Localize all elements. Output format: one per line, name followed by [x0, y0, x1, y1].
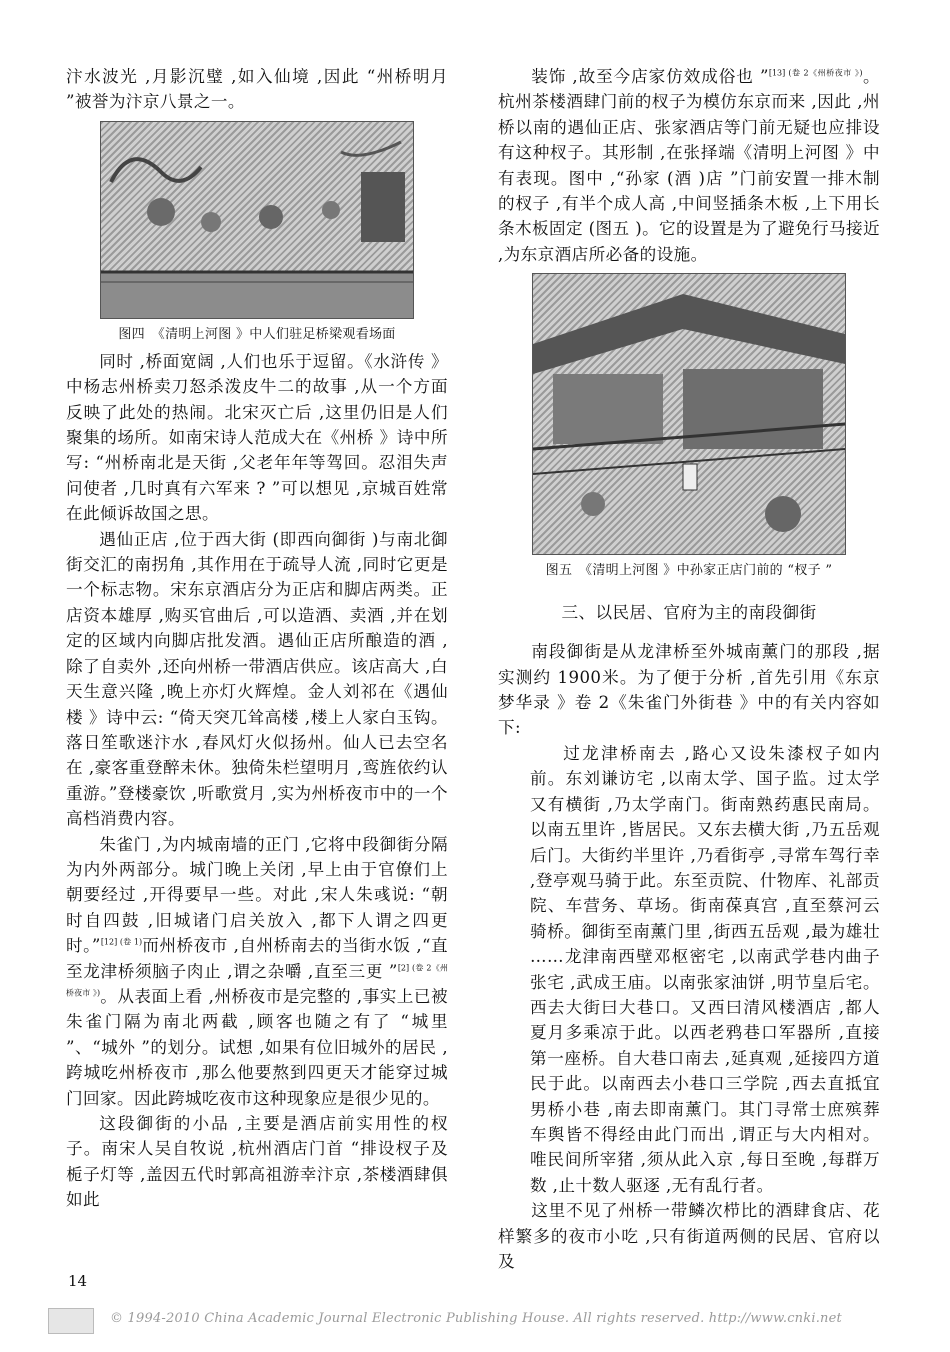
left-paragraph-4	[66, 832, 448, 1111]
section-heading: 三、以民居、官府为主的南段御街	[561, 603, 817, 623]
quotation-text: 过龙津桥南去 ,路心又设朱漆杈子如内前。东刘谦访宅 ,以南太学、国子监。过太学又有横街 ,乃太学南门。街南熟药惠民南局。以南五里许 ,皆居民。又东去横大街 ,乃五岳观后门。大街约半里许 ,乃看街亭 ,寻常车驾行幸 ,登亭观马骑于此。东至贡院、什物库、礼部贡院、车营务、草场。街南葆真宫 ,直至蔡河云骑桥。御街至南薰门里 ,街西五岳观 ,最为雄壮 ……龙津南西壁邓枢密宅 ,以南武学巷内曲子张宅 ,武成王庙。以南张家油饼 ,明节皇后宅。西去大街曰大巷口。又西曰清风楼酒店 ,都人夏月多乘凉于此。以西老鸦巷口军器所 ,直接第一座桥。自大巷口南去 ,延真观 ,延接四方道民于此。以南西去小巷口三学院 ,西去直抵宜男桥小巷 ,南去即南薰门。其门寻常士庶殡葬车舆皆不得经由此门而出 ,谓正与大内相对。唯民间所宰猪 ,须从此入京 ,每日至晚 ,每群万数 ,止十数人驱逐 ,无有乱行者。	[530, 743, 880, 1195]
figure-4-image	[100, 121, 414, 319]
figure-5-image	[532, 273, 846, 555]
paragraph-4-part-3: 。从表面上看 ,州桥夜市是完整的 ,事实上已被朱雀门隔为南北两截 ,顾客也随之有了 “城里 ”、“城外 ”的划分。试想 ,如果有位旧城外的居民 ,跨城吃州桥夜市 ,那么他要熬到四更天才能穿过城门回家。因此跨城吃夜市这种现象应是很少见的。	[66, 986, 448, 1108]
right-paragraph-3: 这里不见了州桥一带鳞次栉比的酒肆食店、花样繁多的夜市小吃 ,只有街道两侧的民居、官府以及	[498, 1201, 880, 1271]
figure-4-caption: 图四 《清明上河图 》中人们驻足桥梁观看场面	[118, 326, 396, 342]
cnki-logo-icon	[48, 1308, 94, 1334]
paragraph-4-part-2: 而州桥夜市 ,自州桥南去的当街水饭 ,“直至龙津桥须脑子肉止 ,谓之杂嚼 ,直至三更 ”	[66, 936, 449, 981]
figure-5-caption: 图五 《清明上河图 》中孙家正店门前的 “杈子 ”	[545, 563, 833, 579]
right-paragraph-2: 南段御街是从龙津桥至外城南薰门的那段 ,据实测约 1900米。为了便于分析 ,首先引用《东京梦华录 》卷 2《朱雀门外街巷 》中的有关内容如下:	[498, 642, 880, 738]
quotation-block	[530, 741, 880, 1198]
citation-12: [12] (卷 1)	[100, 937, 143, 947]
citation-2: [2] (卷 2《州桥夜市 》)	[66, 963, 448, 998]
page-number: 14	[68, 1272, 88, 1290]
left-paragraph-2: 同时 ,桥面宽阔 ,人们也乐于逗留。《水浒传 》中杨志州桥卖刀怒杀泼皮牛二的故事 ,从一个方面反映了此处的热闹。北宋灭亡后 ,这里仍旧是人们聚集的场所。如南宋诗人范成大在《州桥 》诗中所写: “州桥南北是天街 ,父老年年等驾回。忍泪失声问使者 ,几时真有六军来 ? ”可以想见 ,京城百姓常在此倾诉故国之思。	[66, 351, 448, 524]
right-paragraph-1	[498, 64, 880, 267]
left-column	[66, 64, 448, 1213]
right-paragraph-1-part-2: 。杭州茶楼酒肆门前的杈子为模仿东京而来 ,因此 ,州桥以南的遇仙正店、张家酒店等门前无疑也应排设有这种杈子。其形制 ,在张择端《清明上河图 》中有表现。图中 ,“孙家 (酒 )店 ”门前安置一排木制的杈子 ,有半个成人高 ,中间竖插条木板 ,上下用长条木板固定 (图五 )。它的设置是为了避免行马接近 ,为东京酒店所必备的设施。	[498, 67, 880, 264]
paragraph-4-part-1: 朱雀门 ,为内城南墙的正门 ,它将中段御街分隔为内外两部分。城门晚上关闭 ,早上由于官僚们上朝要经过 ,开得要早一些。对此 ,宋人朱彧说: “朝时自四鼓 ,旧城诸门启关放入 ,都下人谓之四更时。”	[66, 834, 448, 956]
footer	[48, 1306, 908, 1334]
left-paragraph-3: 遇仙正店 ,位于西大街 (即西向御街 )与南北御街交汇的南拐角 ,其作用在于疏导人流 ,同时它更是一个标志物。宋东京酒店分为正店和脚店两类。正店资本雄厚 ,购买官曲后 ,可以造酒、卖酒 ,并在划定的区域内向脚店批发酒。遇仙正店所酿造的酒 ,除了自卖外 ,还向州桥一带酒店供应。该店高大 ,白天生意兴隆 ,晚上亦灯火辉煌。金人刘祁在《遇仙楼 》诗中云: “倚天突兀耸高楼 ,楼上人家白玉钩。落日笙歌迷汴水 ,春风灯火似扬州。仙人已去空名在 ,豪客重登醉未休。独倚朱栏望明月 ,鸾旌依约认重游。”登楼豪饮 ,听歌赏月 ,实为州桥夜市中的一个高档消费内容。	[66, 529, 448, 829]
citation-13: [13] (卷 2《州桥夜市 》)	[768, 68, 863, 78]
right-column	[498, 64, 880, 1274]
copyright-text: © 1994-2010 China Academic Journal Electronic Publishing House. All rights reserved. http://www.cnki.net	[110, 1311, 842, 1326]
right-paragraph-1-part-1: 装饰 ,故至今店家仿效成俗也 ”	[531, 67, 769, 86]
left-paragraph-1: 汴水波光 ,月影沉璧 ,如入仙境 ,因此 “州桥明月 ”被誉为汴京八景之一。	[66, 67, 448, 112]
left-paragraph-5: 这段御街的小品 ,主要是酒店前实用性的杈子。南宋人吴自牧说 ,杭州酒店门首 “排设杈子及栀子灯等 ,盖因五代时郭高祖游幸汴京 ,茶楼酒肆俱如此	[66, 1114, 448, 1210]
